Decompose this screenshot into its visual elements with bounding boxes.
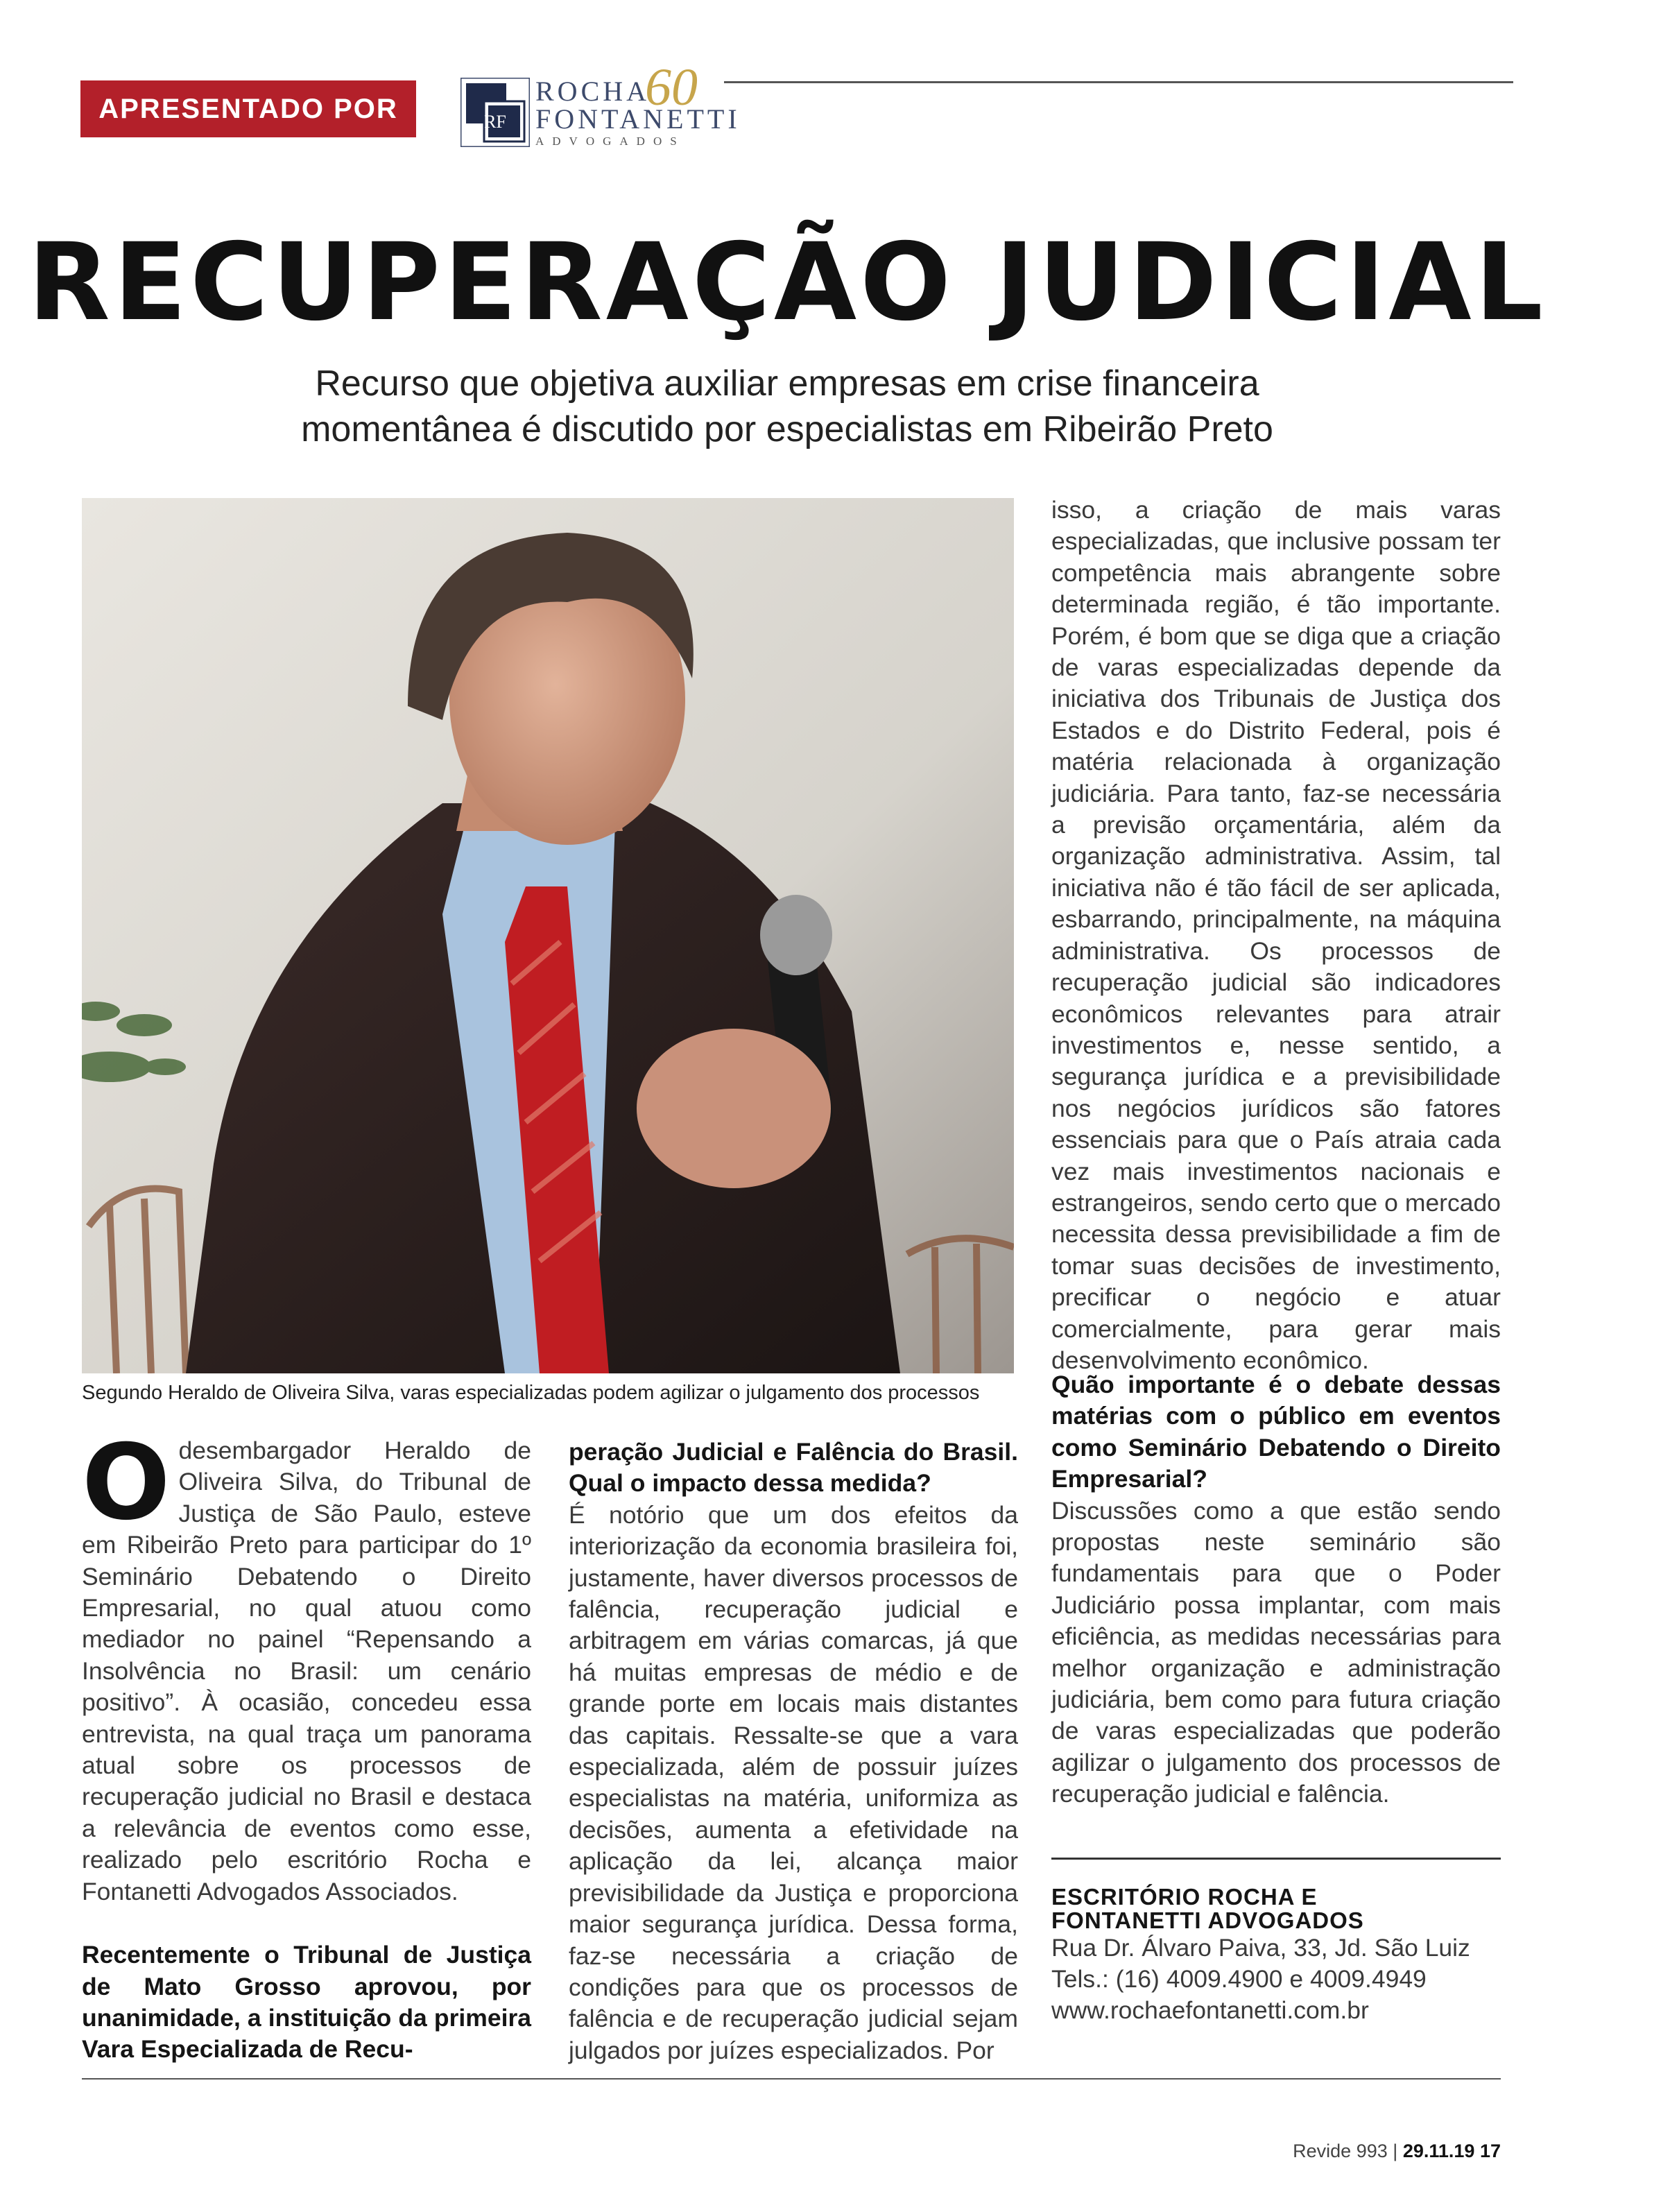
contact-divider xyxy=(1051,1858,1501,1860)
law-firm-logo-icon xyxy=(460,78,530,147)
logo-line-advogados: ADVOGADOS xyxy=(535,135,685,148)
photo-caption: Segundo Heraldo de Oliveira Silva, varas especializadas podem agilizar o julgamento dos processos xyxy=(82,1382,980,1404)
footer-page-number: 17 xyxy=(1479,2141,1501,2161)
logo-anniversary-mark: 60 xyxy=(645,58,698,117)
article-column-3-lower xyxy=(1051,1369,1501,1810)
article-column-2 xyxy=(569,1437,1018,2066)
answer-2: Discussões como a que estão sendo propostas neste seminário são fundamentais para que o Poder Judiciário possa implantar, com mais eficiência, as medidas necessárias para melhor organização e administração judiciária, bem como para futura criação de varas especializadas que poderão agilizar o julgamento dos processos de recuperação judicial e falência. xyxy=(1051,1496,1501,1808)
contact-box xyxy=(1051,1885,1537,2026)
contact-address: Rua Dr. Álvaro Paiva, 33, Jd. São Luiz xyxy=(1051,1934,1470,1962)
header-divider xyxy=(724,81,1513,83)
law-firm-logo-wordmark xyxy=(535,78,741,150)
presented-by-label: APRESENTADO POR xyxy=(80,80,416,137)
footer-date: 29.11.19 xyxy=(1402,2141,1475,2161)
contact-name-line-2: FONTANETTI ADVOGADOS xyxy=(1051,1907,1364,1933)
footer-divider xyxy=(82,2078,1501,2080)
question-2: Quão importante é o debate dessas matérias com o público em eventos como Seminário Debatendo o Direito Empresarial? xyxy=(1051,1371,1501,1493)
article-column-1 xyxy=(82,1423,531,2066)
article-column-3 xyxy=(1051,495,1501,1376)
contact-phones: Tels.: (16) 4009.4900 e 4009.4949 xyxy=(1051,1965,1427,1993)
logo-line-fontanetti: FONTANETTI xyxy=(535,103,741,135)
question-1-part-b: peração Judicial e Falência do Brasil. Qual o impacto dessa medida? xyxy=(569,1438,1018,1498)
contact-name-line-1: ESCRITÓRIO ROCHA E xyxy=(1051,1884,1318,1910)
contact-website[interactable]: www.rochaefontanetti.com.br xyxy=(1051,1996,1369,2024)
footer-magazine: Revide 993 xyxy=(1293,2141,1388,2161)
footer-separator: | xyxy=(1393,2141,1398,2161)
logo-line-rocha: ROCHA xyxy=(535,76,651,107)
drop-cap: O xyxy=(82,1423,171,1543)
subtitle-line-1: Recurso que objetiva auxiliar empresas em crise financeira xyxy=(315,363,1259,404)
article-title: RECUPERAÇÃO JUDICIAL xyxy=(28,221,1547,345)
answer-1-part-a: É notório que um dos efeitos da interiorização da economia brasileira foi, justamente, haver diversos processos de falência, recuperação judicial e arbitragem em várias comarcas, já que há muitas empresas de médio e de grande porte em locais mais distantes das capitais. Ressalte-se que a vara especializada, além de possuir juízes especialistas na matéria, uniformiza as decisões, aumenta a efetividade na aplicação da lei, alcança maior previsibilidade da Justiça e proporciona maior segurança jurídica. Dessa forma, faz-se necessária a criação de condições para que os processos de falência e de recuperação judicial sejam julgados por juízes especializados. Por xyxy=(569,1500,1018,2064)
question-1-part-a: Recentemente o Tribunal de Justiça de Mato Grosso aprovou, por unanimidade, a instituição da primeira Vara Especializada de Recu- xyxy=(82,1941,531,2064)
intro-text: desembargador Heraldo de Oliveira Silva, do Tribunal de Justiça de São Paulo, esteve em Ribeirão Preto para participar do 1º Seminário Debatendo o Direito Empresarial, no qual atuou como mediador no painel “Repensando a Insolvência no Brasil: um cenário positivo”. À ocasião, concedeu essa entrevista, na qual traça um panorama atual sobre os processos de recuperação judicial no Brasil e destaca a relevância de eventos como esse, realizado pelo escritório Rocha e Fontanetti Advogados Associados. xyxy=(82,1437,531,1905)
logo-monogram: RF xyxy=(484,112,506,132)
article-subtitle xyxy=(0,361,1574,452)
intro-paragraph xyxy=(82,1423,531,1907)
subtitle-line-2: momentânea é discutido por especialistas em Ribeirão Preto xyxy=(301,409,1273,449)
speaker-photo xyxy=(82,498,1014,1373)
page-footer xyxy=(1040,2141,1501,2162)
answer-1-part-b: isso, a criação de mais varas especializadas, que inclusive possam ter competência mais abrangente sobre determinada região, é tão importante. Porém, é bom que se diga que a criação de varas especializadas depende da iniciativa dos Tribunais de Justiça dos Estados e do Distrito Federal, pois é matéria relacionada à organização judiciária. Para tanto, faz-se necessária a previsão orçamentária, além da organização administrativa. Assim, tal iniciativa não é tão fácil de ser aplicada, esbarrando, principalmente, na máquina administrativa. Os processos de recuperação judicial são indicadores econômicos relevantes para atrair investimentos e, nesse sentido, a segurança jurídica e a previsibilidade nos negócios jurídicos são fatores essenciais para que o País atraia cada vez mais investimentos nacionais e estrangeiros, sendo certo que o mercado necessita dessa previsibilidade a fim de tomar suas decisões de investimento, precificar o negócio e atuar comercialmente, para gerar mais desenvolvimento econômico. xyxy=(1051,496,1501,1374)
